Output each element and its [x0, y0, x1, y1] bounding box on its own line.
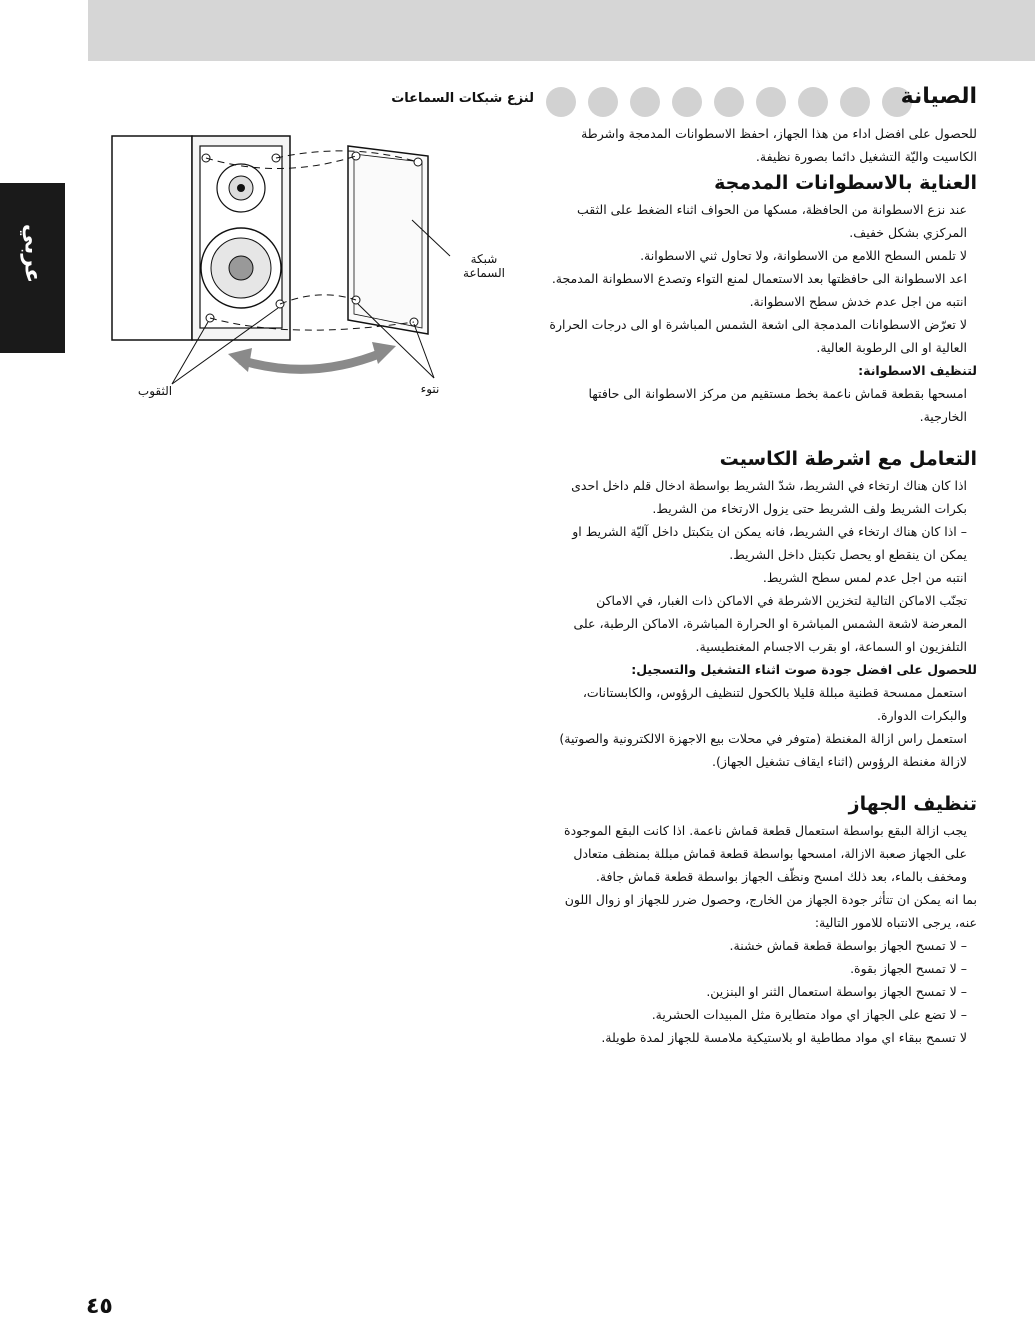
decorative-dot — [756, 87, 786, 117]
decorative-dot — [630, 87, 660, 117]
decorative-dot — [798, 87, 828, 117]
label-speaker-grille: شبكة السماعة — [463, 252, 505, 280]
decorative-dot — [588, 87, 618, 117]
cassette-heading: التعامل مع اشرطة الكاسيت — [719, 448, 977, 470]
language-tab-label: عربي — [19, 223, 45, 284]
title-dot-row — [546, 87, 912, 117]
unit-cleaning-item: – لا تمسح الجهاز بقوة. — [850, 961, 967, 976]
section-cassette-handling — [548, 444, 977, 773]
cabinet-side — [112, 136, 192, 340]
disc-care-item: اعد الاسطوانة الى حافظتها بعد الاستعمال لمنع التواء وتصدع الاسطوانة المدمجة. — [551, 271, 967, 286]
unit-cleaning-item: – لا تمسح الجهاز بواسطة قطعة قماش خشنة. — [729, 938, 967, 953]
disc-care-item: لا تلمس السطح اللامع من الاسطوانة، ولا تحاول ثني الاسطوانة. — [640, 248, 967, 263]
section-unit-cleaning — [548, 789, 977, 1049]
unit-cleaning-paragraph: بما انه يمكن ان تتأثر جودة الجهاز من الخارج، وحصول ضرر للجهاز او زوال اللون عنه، يرجى الانتباه للامور التالية: — [564, 892, 977, 930]
unit-cleaning-paragraph: يجب ازالة البقع بواسطة استعمال قطعة قماش ناعمة. اذا كانت البقع الموجودة على الجهاز صعبة الازالة، امسحها بواسطة قطعة قماش مبللة بمنظف متعادل ومخفف بالماء، بعد ذلك امسح ونظّف الجهاز بواسطة قطعة قماش جافة. — [564, 823, 967, 884]
guide-line — [280, 295, 356, 304]
disc-cleaning-text: امسحها بقطعة قماش ناعمة بخط مستقيم من مركز الاسطوانة الى حافتها الخارجية. — [588, 386, 967, 424]
unit-cleaning-heading: تنظيف الجهاز — [848, 793, 977, 815]
woofer-cap — [229, 256, 253, 280]
speaker-grille-figure — [100, 128, 520, 408]
cassette-item: – اذا كان هناك ارتخاء في الشريط، فانه يمكن ان يتكبتل داخل آليّة الشريط او يمكن ان ينقطع او يحصل تكبتل داخل الشريط. — [572, 524, 967, 562]
maintenance-text-column — [548, 122, 977, 1049]
decorative-dot — [672, 87, 702, 117]
figure-title: لنزع شبكات السماعات — [391, 91, 534, 106]
unit-cleaning-item: – لا تمسح الجهاز بواسطة استعمال الثنر او البنزين. — [706, 984, 967, 999]
page-number: ٤٥ — [86, 1294, 113, 1319]
section-disc-care — [548, 168, 977, 428]
unit-cleaning-item: – لا تضع على الجهاز اي مواد متطايرة مثل المبيدات الحشرية. — [651, 1007, 967, 1022]
cassette-item: تجنّب الاماكن التالية لتخزين الاشرطة في الاماكن ذات الغبار، في الاماكن المعرضة لاشعة الشمس المباشرة او الحرارة المباشرة، الاماكن الرطبة، على التلفزيون او السماعة، او بقرب الاجسام المغنطيسية. — [573, 593, 967, 654]
disc-care-item: انتبه من اجل عدم خدش سطح الاسطوانة. — [749, 294, 967, 309]
sound-quality-heading: للحصول على افضل جودة صوت اثناء التشغيل والتسجيل: — [631, 662, 977, 677]
language-tab — [0, 183, 65, 353]
disc-cleaning-heading: لتنظيف الاسطوانة: — [858, 363, 977, 378]
disc-care-heading: العناية بالاسطوانات المدمجة — [714, 172, 977, 194]
cassette-item: انتبه من اجل عدم لمس سطح الشريط. — [762, 570, 967, 585]
cassette-item: اذا كان هناك ارتخاء في الشريط، شدّ الشريط بواسطة ادخال قلم داخل احدى بكرات الشريط ولف الشريط حتى يزول الارتخاء من الشريط. — [571, 478, 967, 516]
decorative-dot — [546, 87, 576, 117]
sound-quality-item: استعمل راس ازالة المغنطة (متوفر في محلات بيع الاجهزة الالكترونية والصوتية) لازالة مغنطة الرؤوس (اثناء ايقاف تشغيل الجهاز). — [559, 731, 967, 769]
decorative-dot — [714, 87, 744, 117]
move-arrow — [240, 352, 384, 369]
grille-projection — [352, 152, 360, 160]
page-title: الصيانة — [900, 84, 977, 109]
label-projections: نتوء — [420, 382, 440, 396]
sound-quality-item: استعمل ممسحة قطنية مبللة قليلا بالكحول لتنظيف الرؤوس، والكابستانات، والبكرات الدوارة. — [582, 685, 967, 723]
arrow-head-left — [228, 348, 252, 372]
grille-projection — [414, 158, 422, 166]
intro-paragraph: للحصول على افضل اداء من هذا الجهاز، احفظ الاسطوانات المدمجة واشرطة الكاسيت واليّة التشغيل دائما بصورة نظيفة. — [581, 126, 977, 164]
label-holes: الثقوب — [137, 384, 173, 398]
decorative-dot — [840, 87, 870, 117]
arrow-head-right — [372, 342, 396, 364]
unit-cleaning-item: لا تسمح ببقاء اي مواد مطاطية او بلاستيكية ملامسة للجهاز لمدة طويلة. — [601, 1030, 967, 1045]
tweeter-center — [237, 184, 245, 192]
disc-care-item: عند نزع الاسطوانة من الحافظة، مسكها من الحواف اثناء الضغط على الثقب المركزي بشكل خفيف. — [577, 202, 967, 240]
disc-care-item: لا تعرّض الاسطوانات المدمجة الى اشعة الشمس المباشرة او الى درجات الحرارة العالية او الى الرطوبة العالية. — [549, 317, 967, 355]
header-band — [88, 0, 1035, 61]
